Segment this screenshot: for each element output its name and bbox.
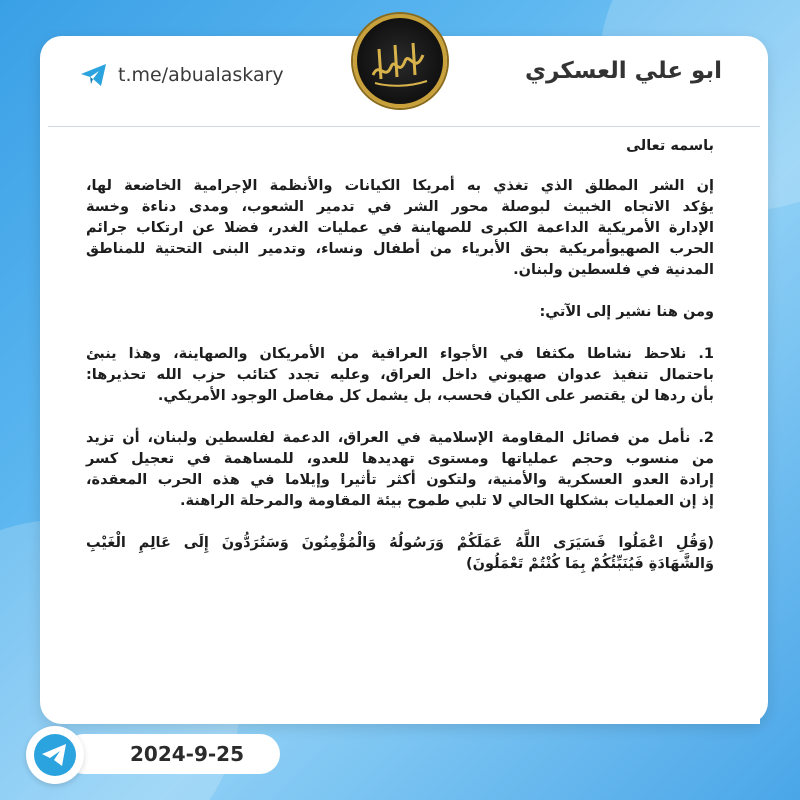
paragraph-intro xyxy=(86,176,714,281)
calligraphy-emblem-icon xyxy=(365,31,435,91)
statement-line: من منسوب وحجم عملياتها ومستوى تهديدها للعدو، للمساهمة في تعجيل كسر xyxy=(86,451,714,467)
header-divider xyxy=(48,126,760,127)
opening-text: باسمه تعالى xyxy=(626,138,714,154)
statement-line: ومن هنا نشير إلى الآتي: xyxy=(539,304,714,320)
telegram-plane-icon xyxy=(80,63,108,87)
statement-line: إرادة العدو العسكرية والأمنية، ولتكون أكثر تأثيرا وإيلاما في هذه الحرب المعقدة، xyxy=(86,472,714,488)
telegram-circle-icon[interactable] xyxy=(26,726,84,784)
date-badge xyxy=(64,734,280,774)
date-text: 2024-9-25 xyxy=(129,742,244,766)
paragraph-point-1 xyxy=(86,344,714,407)
statement-line: (وَقُلِ اعْمَلُوا فَسَيَرَى اللَّهُ عَمَلَكُمْ وَرَسُولُهُ وَالْمُؤْمِنُونَ وَسَتُرَدُّونَ إِلَى عَالِمِ الْغَيْبِ xyxy=(86,535,714,551)
statement-line: 2. نأمل من فصائل المقاومة الإسلامية في العراق، الدعمة لفلسطين ولبنان، أن تزيد xyxy=(86,430,714,446)
calligraphy-emblem xyxy=(353,14,447,108)
statement-line: إذ إن العمليات بشكلها الحالي لا تلبي طموح بيئة المقاومة والمرحلة الراهنة. xyxy=(179,493,714,509)
statement-line: وَالشَّهَادَةِ فَيُنَبِّئُكُمْ بِمَا كُنْتُمْ تَعْمَلُونَ) xyxy=(466,556,714,572)
statement-line: باحتمال تنفيذ عدوان صهيوني داخل العراق، وعليه تجدد كتائب حزب الله تحذيرها: xyxy=(86,367,714,383)
statement-line: الإدارة الأمريكية الداعمة الكبرى للصهاينة في عمليات الغدر، فضلا عن ارتكاب جرائم xyxy=(86,220,714,236)
statement-card xyxy=(40,36,768,724)
statement-line: يؤكد الاتجاه الخبيث لبوصلة محور الشر في تدمير الشعوب، ومدى دناءة وخسة xyxy=(86,199,714,215)
statement-line: الحرب الصهيوأمريكية بحق الأبرياء من أطفال ونساء، وتدمير البنى التحتية للمناطق xyxy=(86,241,714,257)
telegram-link-text[interactable]: t.me/abualaskary xyxy=(118,64,284,86)
statement-line: إن الشر المطلق الذي تغذي به أمريكا الكيانات والأنظمة الإجرامية الخاضعة لها، xyxy=(86,178,714,194)
blurred-overlay xyxy=(560,694,760,724)
paragraph-points-intro xyxy=(86,302,714,323)
statement-line: 1. نلاحظ نشاطا مكثفا في الأجواء العراقية من الأمريكان والصهاينة، وهذا ينبئ xyxy=(86,346,714,362)
author-name: ابو علي العسكري xyxy=(525,58,722,84)
paragraph-point-2 xyxy=(86,428,714,512)
telegram-logo-icon xyxy=(33,733,77,777)
quran-verse xyxy=(86,533,714,575)
statement-line: المدنية في فلسطين ولبنان. xyxy=(513,262,714,278)
statement-line: بأن ردها لن يقتصر على الكيان فحسب، بل يشمل كل مفاصل الوجود الأمريكي. xyxy=(157,388,714,404)
opening-line xyxy=(86,136,714,157)
statement-body xyxy=(86,136,714,596)
telegram-channel-link[interactable] xyxy=(80,60,284,90)
